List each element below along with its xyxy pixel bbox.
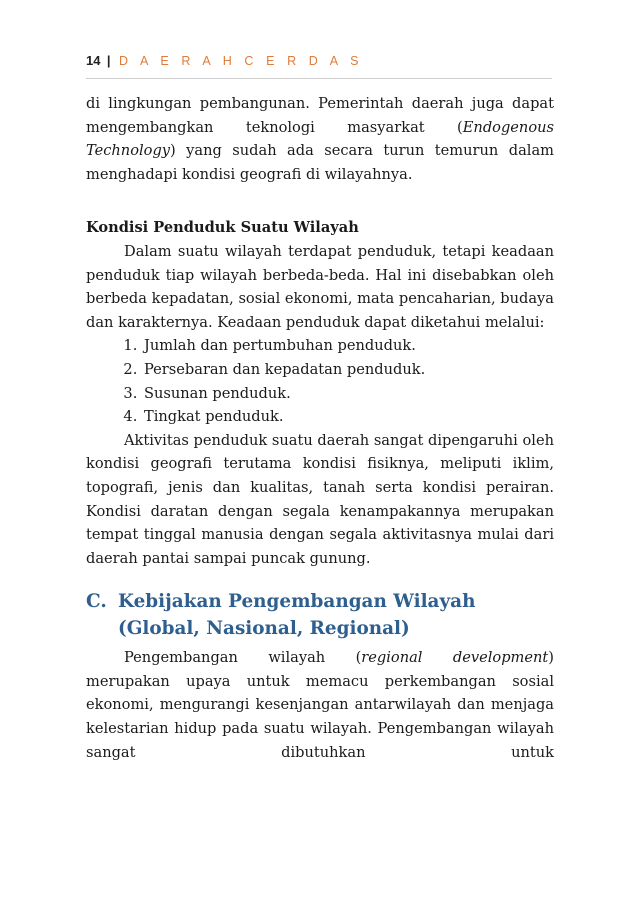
list-item: 3. Susunan penduduk. [142,382,554,406]
list-item: 4. Tingkat penduduk. [142,405,554,429]
numbered-list [86,334,554,428]
page-header [86,52,552,79]
paragraph-4-italic: regional development [361,649,549,667]
running-title: D A E R A H C E R D A S [119,54,364,68]
section-heading: Kondisi Penduduk Suatu Wilayah [86,219,359,237]
paragraph-1-text-a: di lingkungan pembangunan. Pemerintah daerah juga dapat mengembangkan teknologi masyarkat ( [86,95,554,136]
page-body [86,92,554,764]
header-separator: | [106,53,111,68]
paragraph-4-text-a: Pengembangan wilayah ( [124,649,362,667]
section-c-heading [86,588,554,642]
paragraph-4-text-b: ) merupakan upaya untuk memacu perkembangan sosial ekonomi, mengurangi kesenjangan antarwilayah dan menjaga kelestarian hidup pada suatu wilayah. Pengembangan wilayah sangat dibutuhkan untuk [86,649,554,761]
paragraph-3: Aktivitas penduduk suatu daerah sangat dipengaruhi oleh kondisi geografi terutama kondisi fisiknya, meliputi iklim, topografi, jenis dan kualitas, tanah serta kondisi perairan. Kondisi daratan dengan segala kenampakannya merupakan tempat tinggal manusia dengan segala aktivitasnya mulai dari daerah pantai sampai puncak gunung. [86,431,554,567]
paragraph-4 [86,646,554,764]
section-c-letter: C. [86,591,107,613]
section-c-title: Kebijakan Pengembangan Wilayah (Global, Nasional, Regional) [118,591,476,640]
paragraph-1 [86,92,554,186]
paragraph-1-text-b: ) yang sudah ada secara turun temurun dalam menghadapi kondisi geografi di wilayahnya. [86,142,554,183]
page-number: 14 [86,53,101,68]
list-item: 2. Persebaran dan kepadatan penduduk. [142,358,554,382]
paragraph-2: Dalam suatu wilayah terdapat penduduk, tetapi keadaan penduduk tiap wilayah berbeda-beda. Hal ini disebabkan oleh berbeda kepadatan, sosial ekonomi, mata pencaharian, budaya dan karakternya. Keadaan penduduk dapat diketahui melalui: [86,242,554,331]
paragraph-1-italic: Endogenous Technology [86,118,554,160]
list-item: 1. Jumlah dan pertumbuhan penduduk. [142,334,554,358]
